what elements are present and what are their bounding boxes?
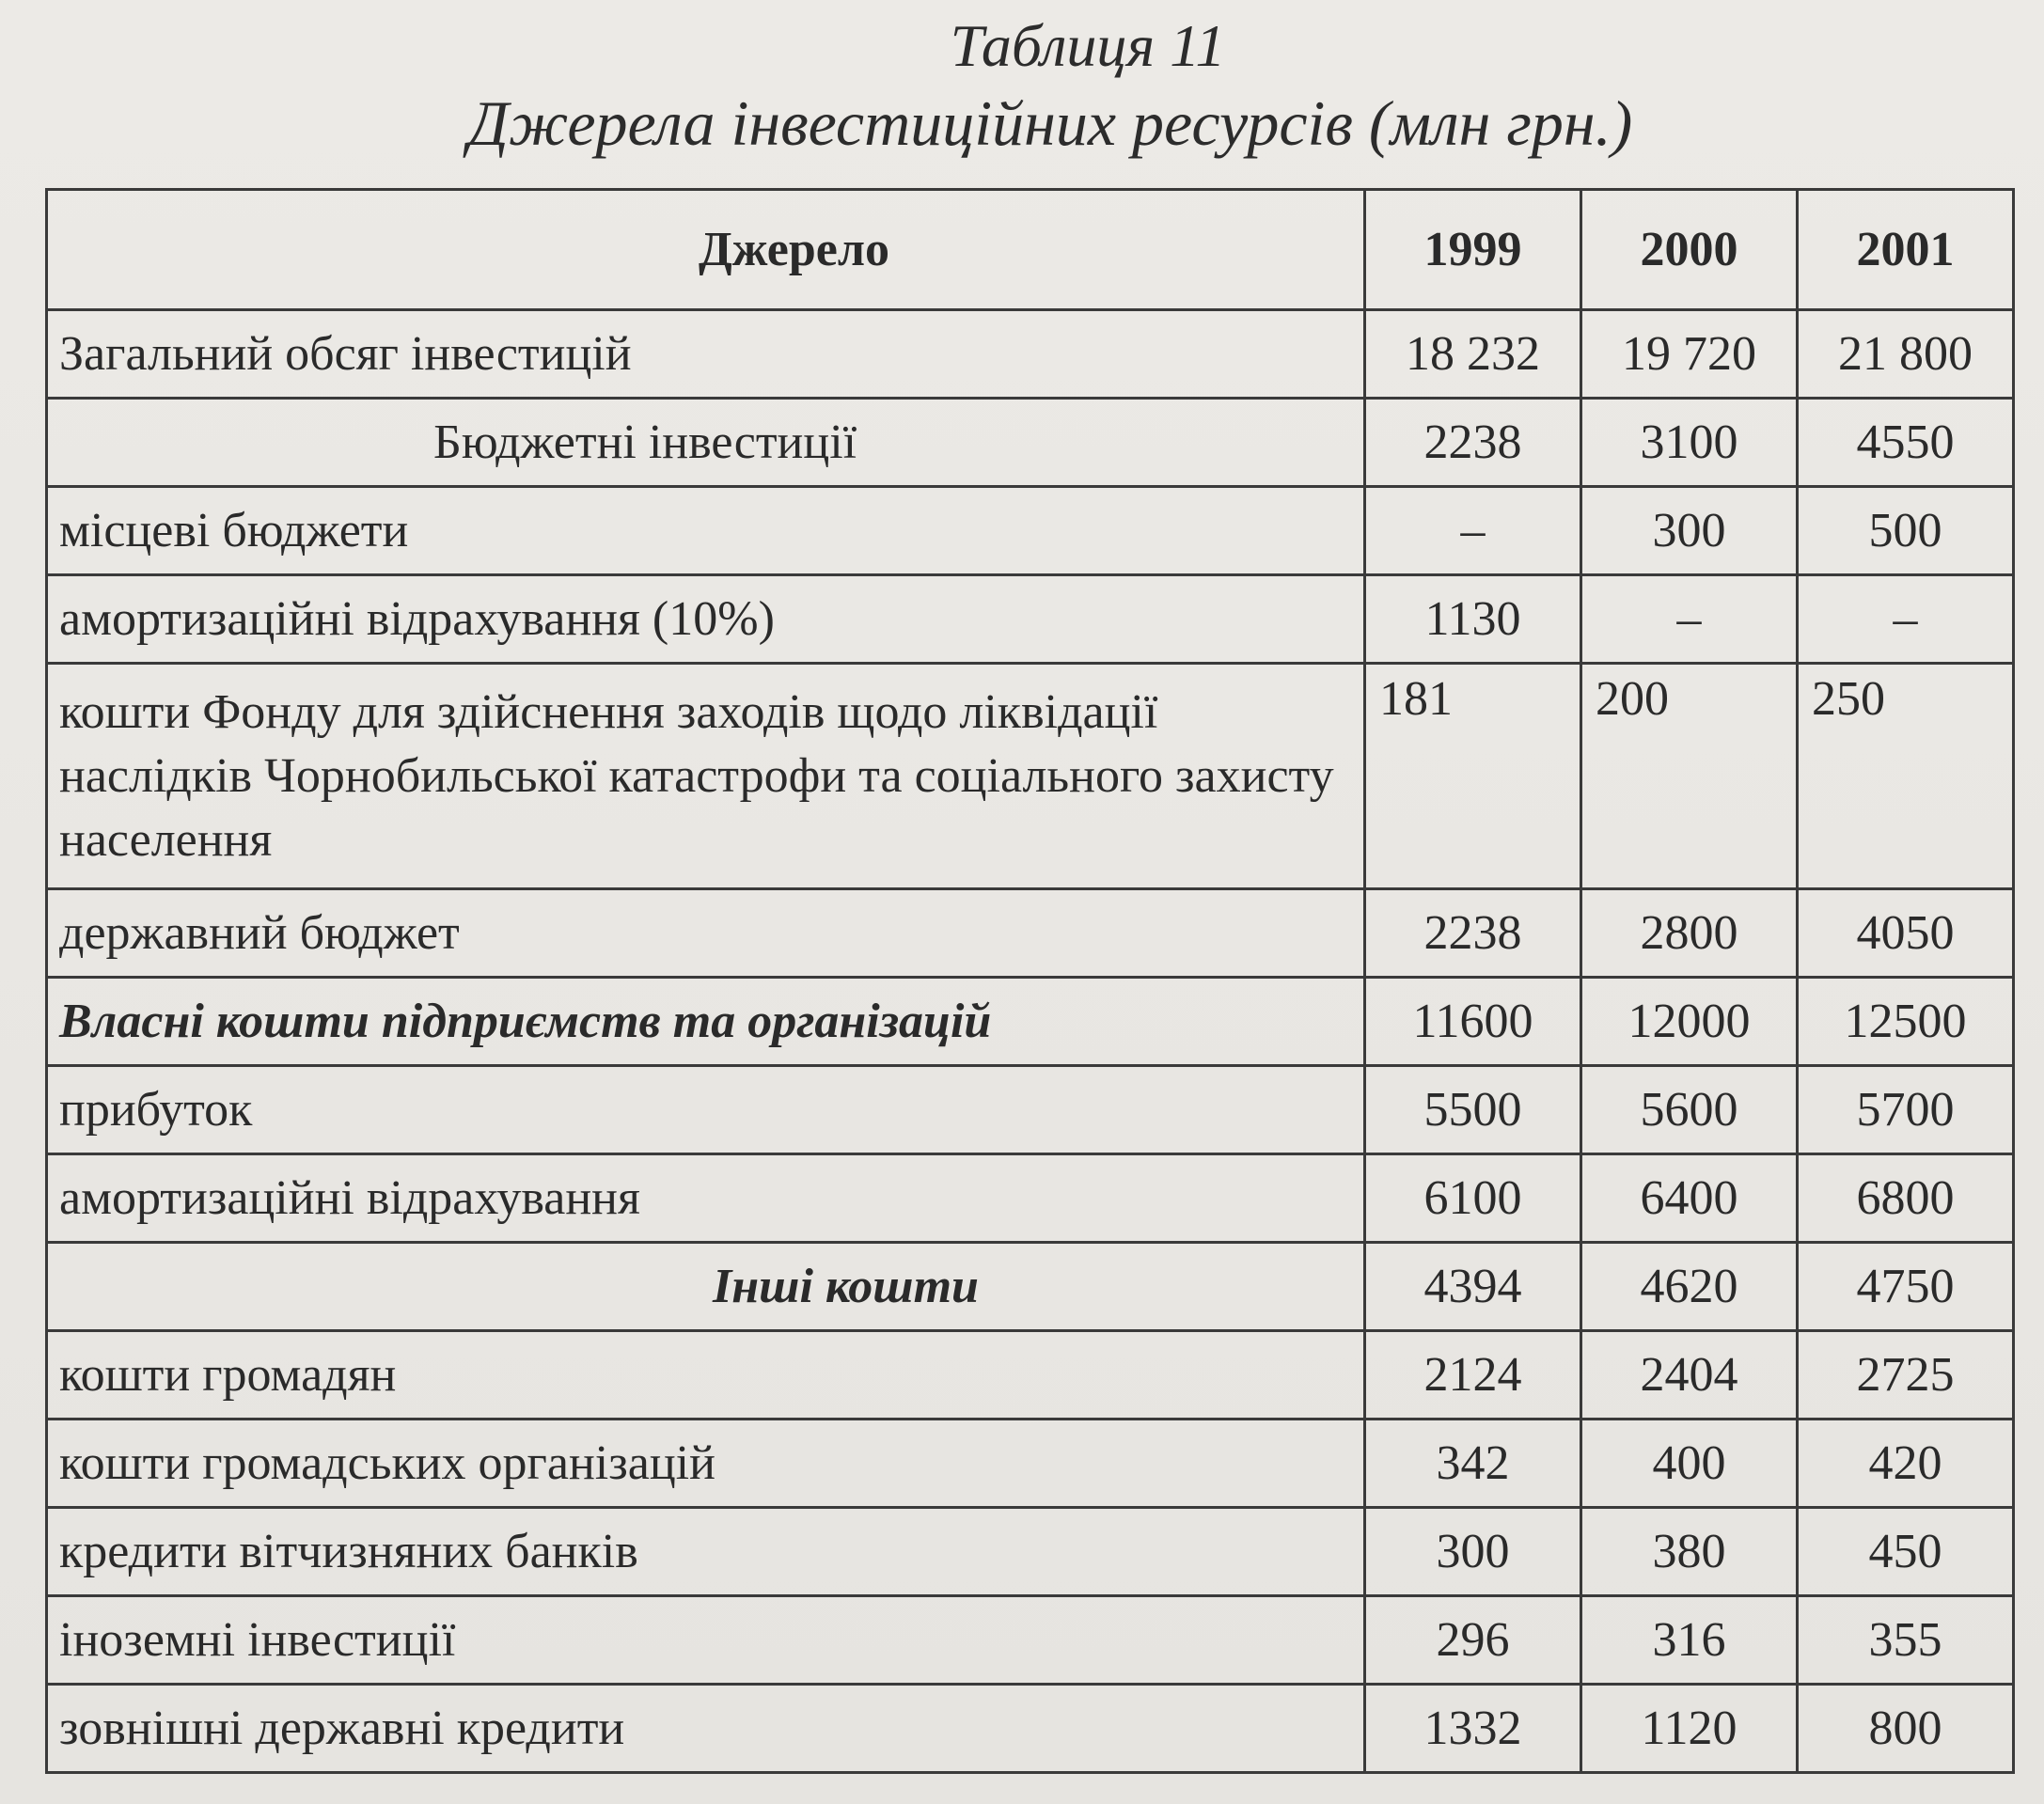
- row-value: 4050: [1798, 889, 2014, 978]
- row-value: 19 720: [1581, 310, 1798, 399]
- row-label: Бюджетні інвестиції: [47, 399, 1365, 487]
- table-row: [47, 1331, 2014, 1420]
- table-row: [47, 310, 2014, 399]
- row-value: 5500: [1365, 1066, 1581, 1154]
- row-label: місцеві бюджети: [47, 487, 1365, 575]
- row-value: 300: [1581, 487, 1798, 575]
- row-value: 181: [1365, 664, 1581, 889]
- table-title: Джерела інвестиційних ресурсів (млн грн.): [467, 87, 1633, 159]
- row-value: 1332: [1365, 1685, 1581, 1773]
- row-value: 450: [1798, 1508, 2014, 1596]
- row-label: прибуток: [47, 1066, 1365, 1154]
- investment-sources-table: [45, 188, 2015, 1774]
- header-year-1999: 1999: [1365, 190, 1581, 310]
- row-value: 380: [1581, 1508, 1798, 1596]
- row-label: державний бюджет: [47, 889, 1365, 978]
- row-value: 12000: [1581, 978, 1798, 1066]
- row-value: 2725: [1798, 1331, 2014, 1420]
- row-label: кредити вітчизняних банків: [47, 1508, 1365, 1596]
- row-value: 6100: [1365, 1154, 1581, 1243]
- row-value: 1120: [1581, 1685, 1798, 1773]
- row-value: 5600: [1581, 1066, 1798, 1154]
- row-value: –: [1798, 575, 2014, 664]
- table-row: [47, 1685, 2014, 1773]
- row-value: 11600: [1365, 978, 1581, 1066]
- row-label: Загальний обсяг інвестицій: [47, 310, 1365, 399]
- row-value: 4394: [1365, 1243, 1581, 1331]
- table-row: [47, 1508, 2014, 1596]
- table-row: [47, 1154, 2014, 1243]
- row-label: амортизаційні відрахування (10%): [47, 575, 1365, 664]
- row-value: 4620: [1581, 1243, 1798, 1331]
- row-value: 420: [1798, 1420, 2014, 1508]
- row-value: 4550: [1798, 399, 2014, 487]
- table-number: Таблиця 11: [950, 12, 1226, 79]
- table-row: [47, 1243, 2014, 1331]
- row-label: зовнішні державні кредити: [47, 1685, 1365, 1773]
- row-value: 6400: [1581, 1154, 1798, 1243]
- row-value: 5700: [1798, 1066, 2014, 1154]
- row-value: 2404: [1581, 1331, 1798, 1420]
- table-row: [47, 1596, 2014, 1685]
- table-row: [47, 1420, 2014, 1508]
- row-value: 2238: [1365, 889, 1581, 978]
- row-value: 12500: [1798, 978, 2014, 1066]
- row-label: амортизаційні відрахування: [47, 1154, 1365, 1243]
- row-value: 300: [1365, 1508, 1581, 1596]
- row-value: –: [1365, 487, 1581, 575]
- row-value: 800: [1798, 1685, 2014, 1773]
- table-row: [47, 487, 2014, 575]
- row-label: іноземні інвестиції: [47, 1596, 1365, 1685]
- table-row: [47, 1066, 2014, 1154]
- row-value: 1130: [1365, 575, 1581, 664]
- row-label: кошти Фонду для здійснення заходів щодо ліквідації наслідків Чорнобильської катастрофи та соціального захисту населення: [47, 664, 1365, 889]
- row-label: кошти громадських організацій: [47, 1420, 1365, 1508]
- row-value: 2124: [1365, 1331, 1581, 1420]
- row-value: 500: [1798, 487, 2014, 575]
- row-value: 355: [1798, 1596, 2014, 1685]
- row-value: 250: [1798, 664, 2014, 889]
- table-header-row: [47, 190, 2014, 310]
- table-row: [47, 575, 2014, 664]
- header-year-2000: 2000: [1581, 190, 1798, 310]
- row-value: 18 232: [1365, 310, 1581, 399]
- row-value: 200: [1581, 664, 1798, 889]
- table-row: [47, 399, 2014, 487]
- row-label: кошти громадян: [47, 1331, 1365, 1420]
- table-row: [47, 978, 2014, 1066]
- row-label: Власні кошти підприємств та організацій: [47, 978, 1365, 1066]
- header-year-2001: 2001: [1798, 190, 2014, 310]
- table-row: [47, 664, 2014, 889]
- row-value: 3100: [1581, 399, 1798, 487]
- row-value: 4750: [1798, 1243, 2014, 1331]
- row-value: 6800: [1798, 1154, 2014, 1243]
- row-value: 400: [1581, 1420, 1798, 1508]
- row-value: 342: [1365, 1420, 1581, 1508]
- row-value: 21 800: [1798, 310, 2014, 399]
- row-value: 2800: [1581, 889, 1798, 978]
- row-value: 316: [1581, 1596, 1798, 1685]
- row-value: 296: [1365, 1596, 1581, 1685]
- row-label: Інші кошти: [47, 1243, 1365, 1331]
- row-value: 2238: [1365, 399, 1581, 487]
- row-value: –: [1581, 575, 1798, 664]
- table-row: [47, 889, 2014, 978]
- header-source: Джерело: [47, 190, 1365, 310]
